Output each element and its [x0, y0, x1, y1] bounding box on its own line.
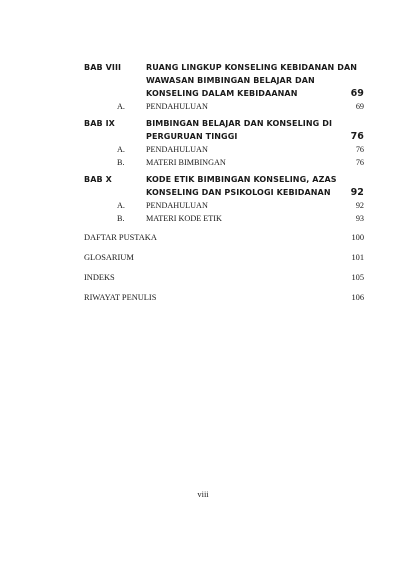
chapter-row [84, 74, 364, 87]
section-page-number: 92 [355, 201, 364, 210]
chapter-block [84, 173, 364, 225]
entry-label: GLOSARIUM [84, 253, 134, 262]
entry-page-number: 101 [351, 253, 364, 262]
toc-entry-riwayat-penulis [84, 291, 364, 304]
chapter-number: BAB IX [84, 119, 115, 128]
section-row [84, 156, 364, 169]
table-of-contents [84, 61, 364, 304]
entry-label: INDEKS [84, 273, 115, 282]
chapter-title-line: WAWASAN BIMBINGAN BELAJAR DAN [146, 76, 315, 85]
chapter-row [84, 173, 364, 186]
toc-entry-glosarium [84, 251, 364, 264]
section-row [84, 143, 364, 156]
chapter-title-line: KONSELING DAN PSIKOLOGI KEBIDANAN [146, 188, 331, 197]
section-title: PENDAHULUAN [146, 102, 208, 111]
section-title: PENDAHULUAN [146, 201, 208, 210]
page-number-footer: viii [197, 489, 209, 499]
section-letter: B. [117, 158, 125, 167]
entry-page-number: 105 [351, 273, 364, 282]
chapter-title-line: KODE ETIK BIMBINGAN KONSELING, AZAS [146, 175, 337, 184]
section-page-number: 69 [355, 102, 364, 111]
chapter-row [84, 61, 364, 74]
chapter-title-line: RUANG LINGKUP KONSELING KEBIDANAN DAN [146, 63, 358, 72]
chapter-page-number: 76 [350, 131, 364, 142]
section-letter: A. [117, 201, 125, 210]
section-row [84, 100, 364, 113]
chapter-page-number: 69 [350, 88, 364, 99]
chapter-block [84, 117, 364, 169]
chapter-row [84, 130, 364, 143]
section-letter: B. [117, 214, 125, 223]
entry-page-number: 100 [351, 233, 364, 242]
section-title: MATERI KODE ETIK [146, 214, 222, 223]
section-page-number: 76 [355, 158, 364, 167]
chapter-title-line: KONSELING DALAM KEBIDAANAN [146, 89, 298, 98]
chapter-row [84, 87, 364, 100]
chapter-page-number: 92 [350, 187, 364, 198]
section-row [84, 199, 364, 212]
entry-page-number: 106 [351, 293, 364, 302]
entry-label: DAFTAR PUSTAKA [84, 233, 157, 242]
chapter-title-line: BIMBINGAN BELAJAR DAN KONSELING DI [146, 119, 333, 128]
chapter-number: BAB VIII [84, 63, 122, 72]
section-page-number: 93 [355, 214, 364, 223]
section-letter: A. [117, 102, 125, 111]
chapter-row [84, 186, 364, 199]
section-row [84, 212, 364, 225]
section-letter: A. [117, 145, 125, 154]
chapter-title-line: PERGURUAN TINGGI [146, 132, 238, 141]
chapter-row [84, 117, 364, 130]
entry-label: RIWAYAT PENULIS [84, 293, 157, 302]
section-page-number: 76 [355, 145, 364, 154]
chapter-number: BAB X [84, 175, 112, 184]
section-title: PENDAHULUAN [146, 145, 208, 154]
toc-entry-indeks [84, 271, 364, 284]
chapter-block [84, 61, 364, 113]
section-title: MATERI BIMBINGAN [146, 158, 226, 167]
toc-entry-daftar-pustaka [84, 231, 364, 244]
